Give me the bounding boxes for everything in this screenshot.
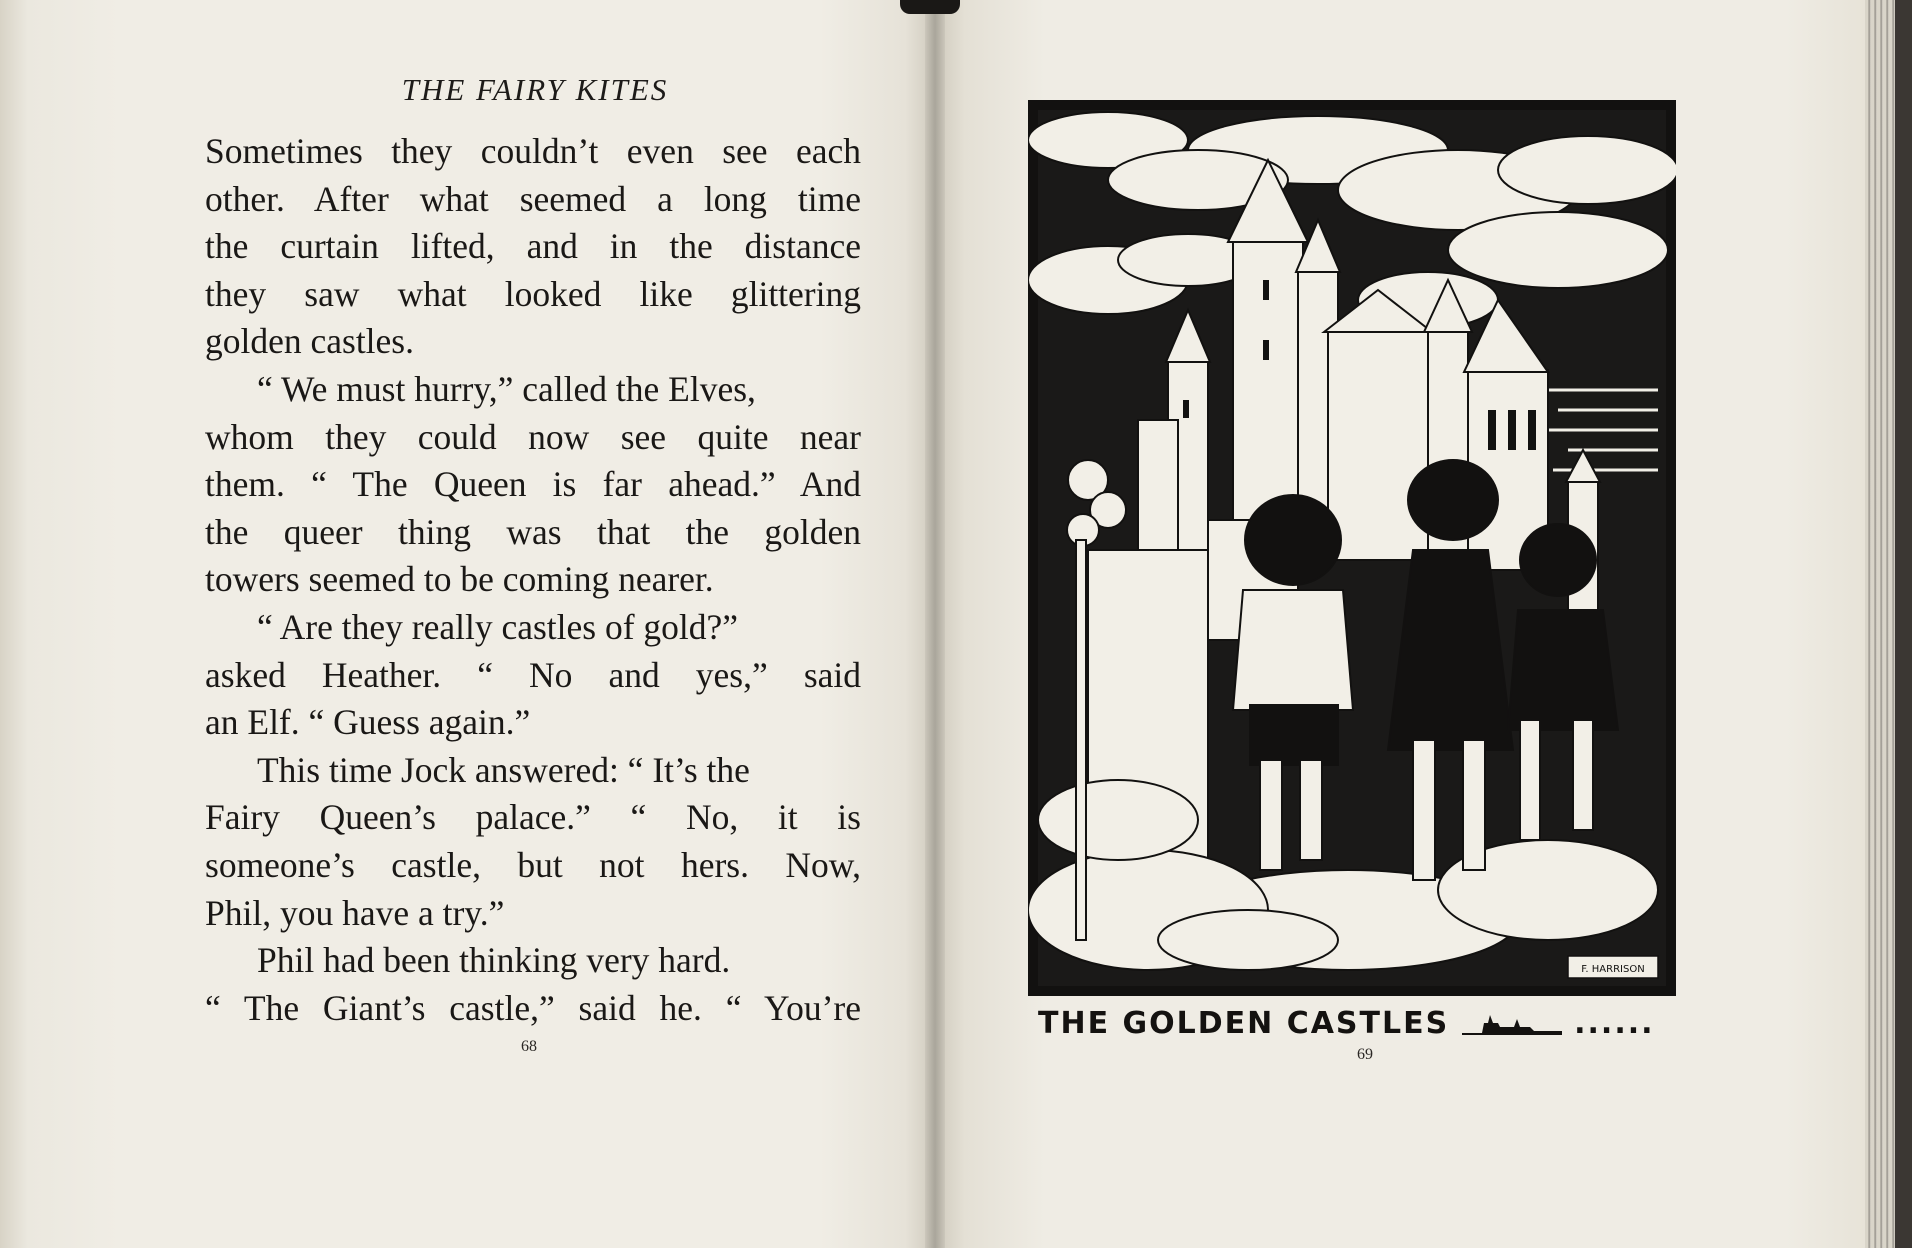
- text-line: Phil, you have a try.”: [205, 892, 505, 933]
- text-line: the queer thing was that the golden: [205, 511, 861, 552]
- castle-silhouette-icon: [1462, 1009, 1562, 1035]
- text-line: golden castles.: [205, 321, 414, 362]
- page-number-right: 69: [1357, 1046, 1373, 1063]
- body-text: [205, 128, 861, 1032]
- text-line: the curtain lifted, and in the distance: [205, 226, 861, 267]
- text-line: they saw what looked like glittering: [205, 273, 861, 314]
- text-line: an Elf. “ Guess again.”: [205, 702, 531, 743]
- text-line: asked Heather. “ No and yes,” said: [205, 654, 861, 695]
- illustration-signature: F. HARRISON: [1581, 964, 1645, 975]
- text-line: someone’s castle, but not hers. Now,: [205, 844, 861, 885]
- text-line: Sometimes they couldn’t even see each: [205, 131, 861, 171]
- text-line: “ The Giant’s castle,” said he. “ You’re: [205, 987, 861, 1028]
- text-line: towers seemed to be coming nearer.: [205, 559, 714, 600]
- caption-trail: ......: [1574, 1006, 1655, 1041]
- spine-top: [900, 0, 960, 14]
- page-number-left: 68: [521, 1038, 537, 1055]
- text-line: whom they could now see quite near: [205, 416, 861, 457]
- text-line: “ Are they really castles of gold?”: [257, 606, 739, 647]
- illustration-caption: [1038, 1006, 1655, 1041]
- text-line: Phil had been thinking very hard.: [257, 940, 731, 981]
- text-line: them. “ The Queen is far ahead.” And: [205, 464, 861, 505]
- gutter: [925, 0, 945, 1248]
- castle-illustration-icon: [1028, 100, 1676, 996]
- text-line: “ We must hurry,” called the Elves,: [257, 368, 756, 409]
- text-line: Fairy Queen’s palace.” “ No, it is: [205, 797, 861, 838]
- caption-text: THE GOLDEN CASTLES: [1038, 1006, 1450, 1041]
- cover-edge: [1895, 0, 1912, 1248]
- running-head: THE FAIRY KITES: [401, 72, 669, 107]
- text-line: This time Jock answered: “ It’s the: [257, 749, 750, 790]
- left-page: [0, 0, 935, 1248]
- text-line: other. After what seemed a long time: [205, 178, 861, 219]
